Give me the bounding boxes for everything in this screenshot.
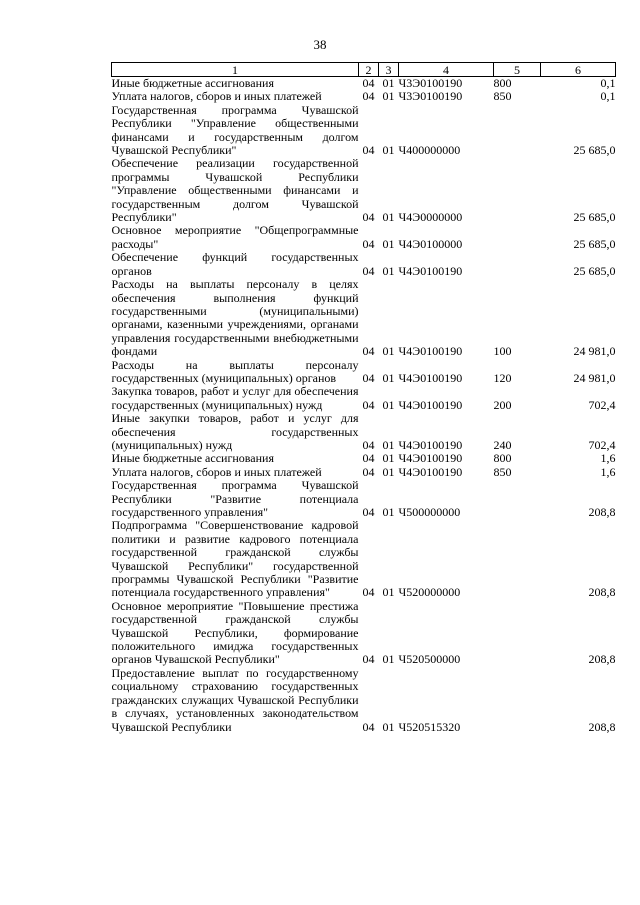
row-target-article: Ч500000000 [398, 505, 461, 519]
column-header-expense-type: 5 [494, 63, 541, 77]
row-amount: 25 685,0 [573, 143, 616, 158]
column-header-section: 2 [359, 63, 379, 77]
row-name: Расходы на выплаты персоналу в целях обеспечения выполнения функций государственными (муниципальными) органами, казенными учреждениями, органами управления государственными внебюджетными фондами [111, 277, 359, 359]
row-target-article: Ч4Э0100190 [398, 451, 463, 466]
row-expense-type [494, 479, 541, 519]
row-subsection: 01 [382, 236, 395, 251]
table-row [112, 452, 616, 465]
row-expense-type [494, 157, 541, 224]
row-section: 04 [362, 370, 375, 385]
row-amount: 1,6 [600, 464, 616, 479]
row-name: Расходы на выплаты персоналу государственных (муниципальных) органов [111, 357, 359, 385]
row-subsection: 01 [382, 585, 395, 600]
table-row [112, 224, 616, 251]
column-header-amount: 6 [541, 63, 616, 77]
table-row [112, 412, 616, 452]
row-target-article: Ч520000000 [398, 585, 461, 600]
row-target-article: Ч4Э0100000 [398, 236, 463, 251]
table-row [112, 278, 616, 358]
row-section: 04 [362, 210, 375, 225]
table-row [112, 90, 616, 103]
row-target-article: Ч520500000 [398, 652, 461, 667]
budget-table [111, 62, 616, 734]
row-subsection: 01 [382, 505, 395, 519]
row-target-article: Ч520515320 [398, 719, 461, 734]
row-expense-type: 850 [493, 464, 512, 479]
row-expense-type [494, 224, 541, 251]
row-target-article: Ч400000000 [398, 143, 461, 158]
row-amount: 1,6 [600, 451, 616, 466]
row-section: 04 [362, 437, 375, 452]
row-expense-type: 200 [493, 397, 512, 412]
row-subsection: 01 [382, 263, 395, 278]
row-section: 04 [362, 344, 375, 359]
table-row [112, 77, 616, 91]
row-expense-type [494, 667, 541, 734]
table-row [112, 359, 616, 386]
table-body [112, 77, 616, 734]
row-name: Иные закупки товаров, работ и услуг для обеспечения государственных (муниципальных) нужд [111, 411, 359, 452]
row-name: Основное мероприятие "Общепрограммные расходы" [111, 223, 359, 251]
row-name: Подпрограмма "Совершенствование кадровой политики и развитие кадрового потенциала государственной гражданской службы Чувашской Республики" государственной программы Чувашской Республики "Развитие потенциала государственного управления" [111, 518, 359, 600]
row-subsection: 01 [382, 143, 395, 158]
row-section: 04 [362, 89, 375, 104]
table-row [112, 466, 616, 479]
table-row [112, 385, 616, 412]
row-section: 04 [362, 585, 375, 600]
row-amount: 208,8 [588, 719, 616, 734]
row-amount: 0,1 [600, 89, 616, 104]
row-amount: 208,8 [588, 505, 616, 519]
row-section: 04 [362, 143, 375, 158]
row-name: Закупка товаров, работ и услуг для обеспечения государственных (муниципальных) нужд [111, 384, 359, 412]
row-subsection: 01 [382, 76, 395, 90]
row-section: 04 [362, 464, 375, 479]
table-row [112, 519, 616, 599]
row-amount: 24 981,0 [573, 370, 616, 385]
table-row [112, 667, 616, 734]
row-expense-type: 800 [493, 451, 512, 466]
row-subsection: 01 [382, 370, 395, 385]
row-target-article: Ч4Э0100190 [398, 397, 463, 412]
row-subsection: 01 [382, 210, 395, 225]
row-name: Уплата налогов, сборов и иных платежей [111, 89, 322, 104]
row-name: Обеспечение функций государственных органов [111, 250, 359, 278]
row-expense-type: 100 [493, 344, 512, 359]
row-expense-type: 850 [493, 89, 512, 104]
row-expense-type: 240 [493, 437, 512, 452]
row-name: Предоставление выплат по государственному социальному страхованию государственных гражданских служащих Чувашской Республики в случаях, установленных законодательством Чувашской Республики [111, 665, 359, 734]
row-subsection: 01 [382, 344, 395, 359]
row-name: Основное мероприятие "Повышение престижа государственной гражданской службы Чувашской Республики, формирование положительного имиджа государственных органов Чувашской Республики" [111, 598, 359, 667]
row-target-article: Ч4Э0100190 [398, 464, 463, 479]
column-header-name: 1 [112, 63, 359, 77]
row-section: 04 [362, 397, 375, 412]
row-name: Обеспечение реализации государственной программы Чувашской Республики "Управление общественными финансами и государственным долгом Чувашской Республики" [111, 156, 359, 225]
row-expense-type: 800 [493, 76, 512, 90]
row-expense-type [494, 600, 541, 667]
row-subsection: 01 [382, 464, 395, 479]
row-subsection: 01 [382, 437, 395, 452]
row-subsection: 01 [382, 652, 395, 667]
row-section: 04 [362, 652, 375, 667]
row-section: 04 [362, 719, 375, 734]
row-target-article: Ч4Э0000000 [398, 210, 463, 225]
row-name: Государственная программа Чувашской Республики "Развитие потенциала государственного управления" [111, 478, 359, 519]
row-target-article: Ч4Э0100190 [398, 370, 463, 385]
table-row [112, 157, 616, 224]
row-amount: 0,1 [600, 76, 616, 90]
row-expense-type: 120 [493, 370, 512, 385]
row-name: Иные бюджетные ассигнования [111, 76, 274, 90]
row-name: Иные бюджетные ассигнования [111, 451, 274, 466]
column-header-target-article: 4 [399, 63, 494, 77]
row-name: Уплата налогов, сборов и иных платежей [111, 464, 322, 479]
column-header-subsection: 3 [379, 63, 399, 77]
table-row [112, 600, 616, 667]
table-row [112, 479, 616, 519]
row-section: 04 [362, 263, 375, 278]
row-name: Государственная программа Чувашской Республики "Управление общественными финансами и государственным долгом Чувашской Республики" [111, 102, 359, 158]
row-section: 04 [362, 451, 375, 466]
row-subsection: 01 [382, 719, 395, 734]
row-subsection: 01 [382, 397, 395, 412]
row-target-article: Ч4Э0100190 [398, 263, 463, 278]
table-row [112, 251, 616, 278]
row-subsection: 01 [382, 89, 395, 104]
row-section: 04 [362, 505, 375, 519]
row-expense-type [494, 104, 541, 158]
row-target-article: Ч3Э0100190 [398, 89, 463, 104]
table-row [112, 104, 616, 158]
row-expense-type [494, 251, 541, 278]
row-section: 04 [362, 236, 375, 251]
page-number: 38 [313, 37, 327, 52]
row-subsection: 01 [382, 451, 395, 466]
row-amount: 208,8 [588, 585, 616, 600]
row-amount: 702,4 [588, 397, 616, 412]
row-expense-type [494, 519, 541, 599]
table-header-row [112, 63, 616, 77]
row-target-article: Ч3Э0100190 [398, 76, 463, 90]
row-amount: 25 685,0 [573, 263, 616, 278]
row-section: 04 [362, 76, 375, 90]
row-target-article: Ч4Э0100190 [398, 437, 463, 452]
row-target-article: Ч4Э0100190 [398, 344, 463, 359]
row-amount: 24 981,0 [573, 344, 616, 359]
row-amount: 702,4 [588, 437, 616, 452]
row-amount: 208,8 [588, 652, 616, 667]
row-amount: 25 685,0 [573, 236, 616, 251]
row-amount: 25 685,0 [573, 210, 616, 225]
